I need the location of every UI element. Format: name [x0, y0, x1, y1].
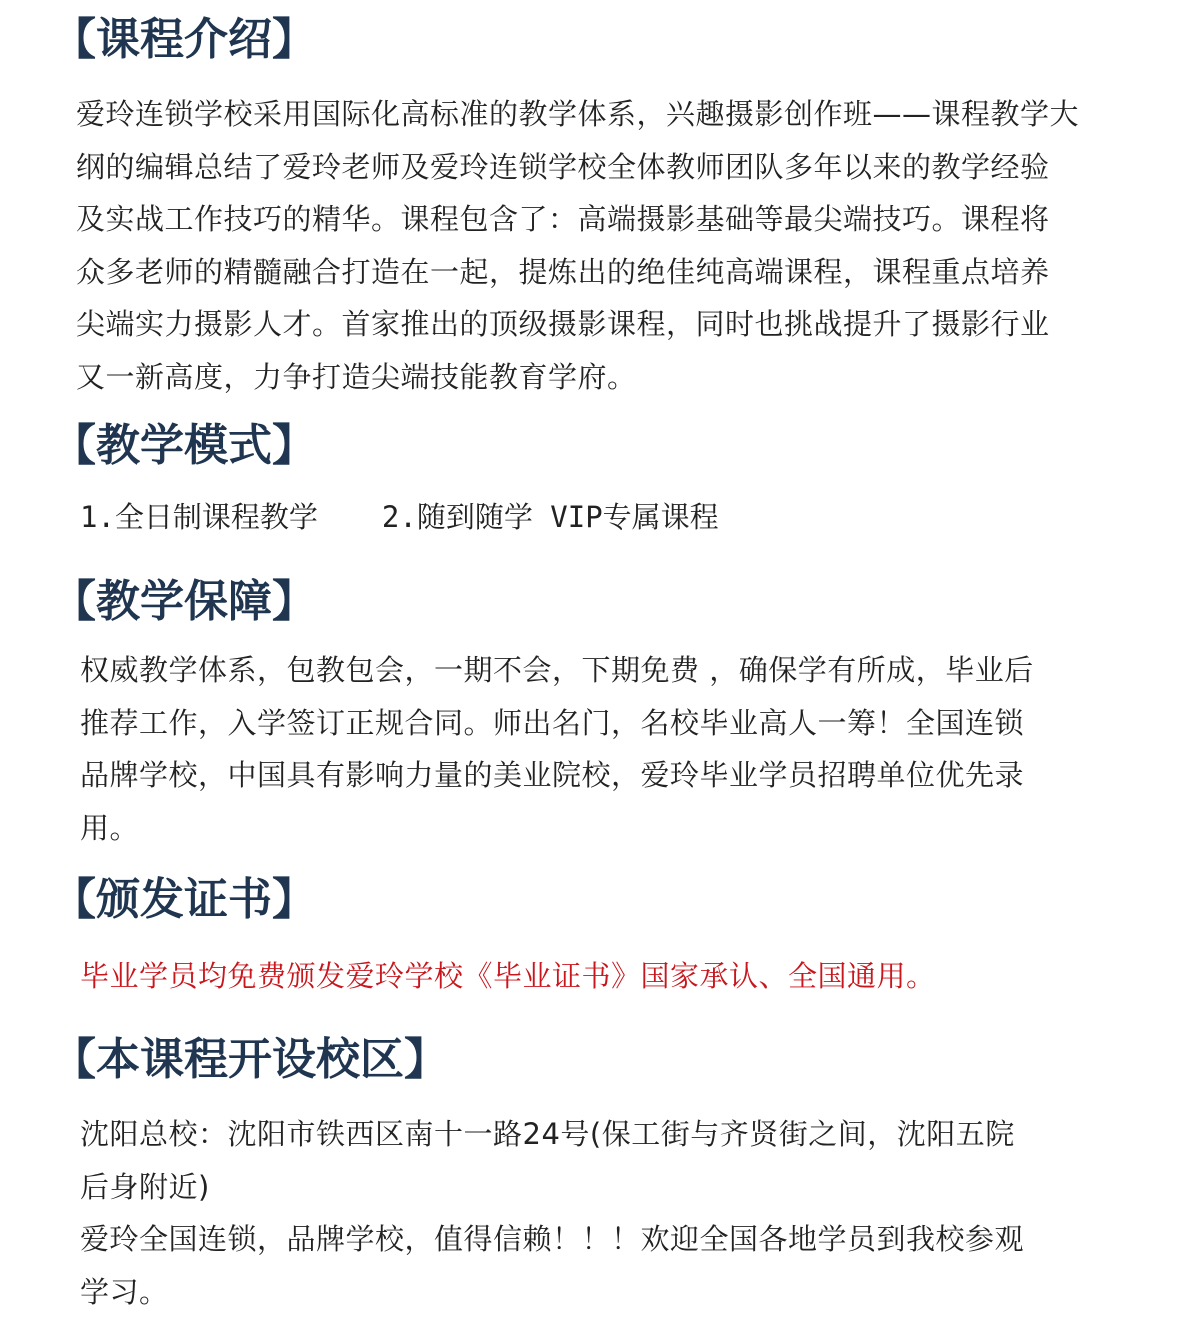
teaching-mode-item: 2.随到随学 VIP专属课程 — [381, 500, 719, 534]
campus-paragraph — [80, 1108, 1024, 1318]
campus-line: 后身附近) — [80, 1169, 210, 1204]
section-heading-mode: 【教学模式】 — [52, 420, 316, 471]
campus-line: 爱玲全国连锁，品牌学校，值得信赖！！！欢迎全国各地学员到我校参观 — [80, 1222, 1025, 1256]
intro-line: 纲的编辑总结了爱玲老师及爱玲连锁学校全体教师团队多年以来的教学经验 — [76, 149, 1050, 184]
campus-line: 沈阳总校：沈阳市铁西区南十一路24号(保工街与齐贤街之间，沈阳五院 — [80, 1117, 1015, 1151]
intro-line: 众多老师的精髓融合打造在一起，提炼出的绝佳纯高端课程，课程重点培养 — [76, 254, 1050, 289]
guarantee-line: 用。 — [80, 810, 140, 845]
teaching-mode-item: 1.全日制课程教学 — [80, 500, 318, 534]
guarantee-line: 品牌学校，中国具有影响力量的美业院校，爱玲毕业学员招聘单位优先录 — [80, 758, 1025, 792]
section-heading-certificate: 【颁发证书】 — [52, 874, 316, 925]
certificate-line: 毕业学员均免费颁发爱玲学校《毕业证书》国家承认、全国通用。 — [80, 959, 936, 993]
guarantee-paragraph — [80, 644, 1034, 854]
section-heading-campus: 【本课程开设校区】 — [52, 1034, 448, 1085]
certificate-paragraph — [80, 950, 936, 1003]
teaching-mode-list — [80, 494, 719, 540]
section-heading-guarantee: 【教学保障】 — [52, 576, 316, 627]
intro-line: 尖端实力摄影人才。首家推出的顶级摄影课程，同时也挑战提升了摄影行业 — [76, 307, 1050, 341]
intro-line: 及实战工作技巧的精华。课程包含了：高端摄影基础等最尖端技巧。课程将 — [76, 202, 1050, 236]
section-heading-intro: 【课程介绍】 — [52, 14, 316, 65]
intro-line: 爱玲连锁学校采用国际化高标准的教学体系，兴趣摄影创作班——课程教学大 — [76, 97, 1080, 131]
guarantee-line: 权威教学体系，包教包会，一期不会，下期免费 ，确保学有所成，毕业后 — [80, 653, 1034, 687]
guarantee-line: 推荐工作，入学签订正规合同。师出名门，名校毕业高人一筹！全国连锁 — [80, 705, 1025, 740]
intro-line: 又一新高度，力争打造尖端技能教育学府。 — [76, 359, 637, 394]
intro-paragraph — [76, 88, 1079, 403]
campus-line: 学习。 — [80, 1274, 169, 1309]
